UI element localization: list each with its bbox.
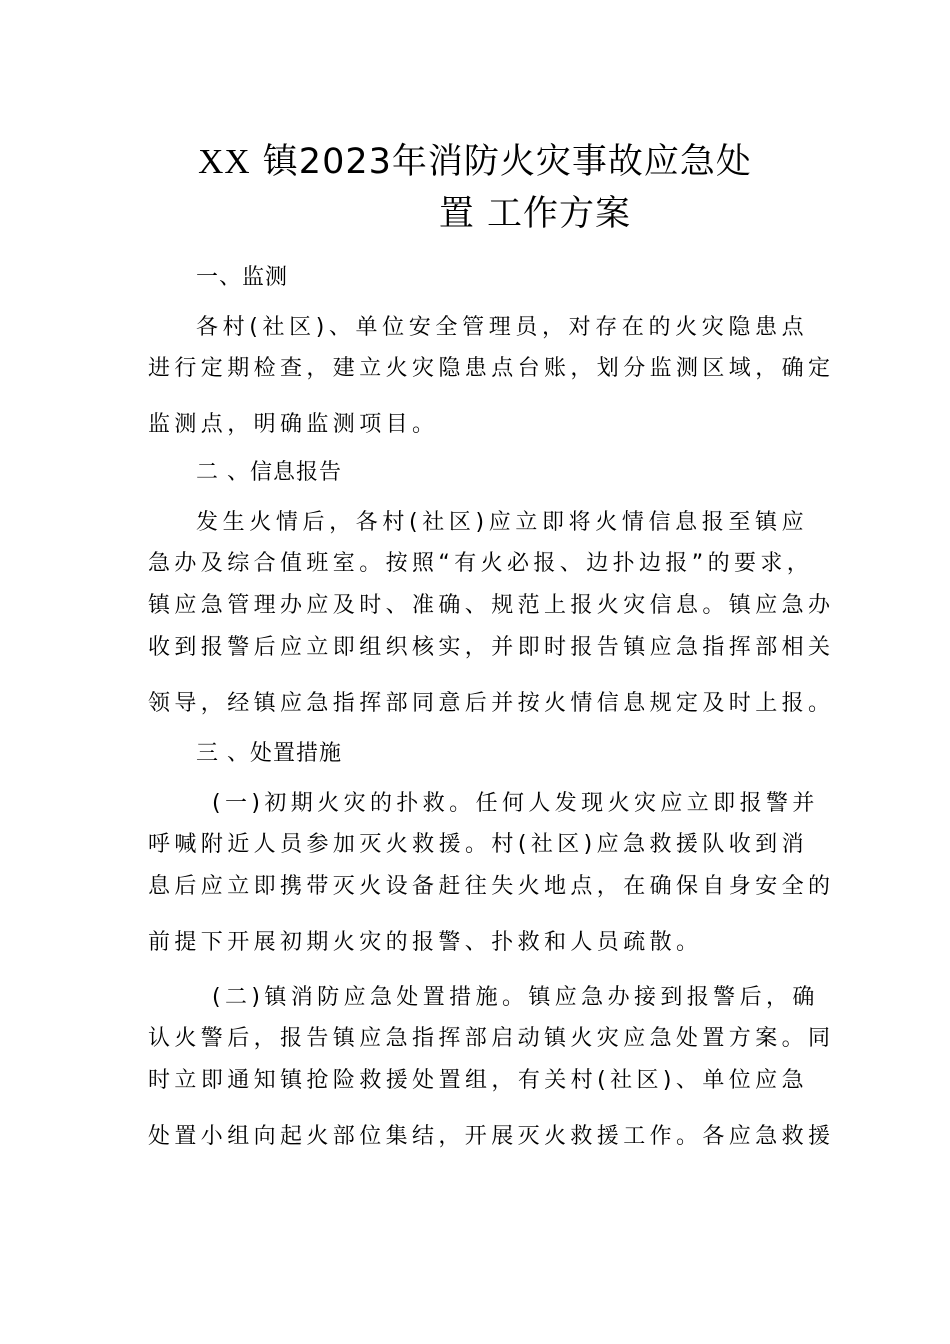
paragraph-line: 镇应急管理办应及时、准确、规范上报火灾信息。镇应急办 xyxy=(148,593,835,618)
document-title-line-1 xyxy=(0,142,950,182)
paragraph-line: 处置小组向起火部位集结，开展灭火救援工作。各应急救援 xyxy=(148,1124,835,1149)
paragraph-line: 前提下开展初期火灾的报警、扑救和人员疏散。 xyxy=(148,930,703,955)
paragraph-line: 领导，经镇应急指挥部同意后并按火情信息规定及时上报。 xyxy=(148,691,835,716)
paragraph-line: (一)初期火灾的扑救。任何人发现火灾应立即报警并 xyxy=(212,791,819,816)
section-heading-measures: 三 、处置措施 xyxy=(196,741,342,766)
paragraph-line: 各村(社区)、单位安全管理员，对存在的火灾隐患点 xyxy=(196,315,808,340)
paragraph-line: 急办及综合值班室。按照“有火必报、边扑边报”的要求， xyxy=(148,551,814,576)
document-title-line-2: 置 工作方案 xyxy=(438,194,632,234)
paragraph-line: 发生火情后，各村(社区)应立即将火情信息报至镇应 xyxy=(196,510,808,535)
title-line-1-text: 镇2023年消防火灾事故应急处 xyxy=(250,142,752,182)
section-heading-monitoring: 一、监测 xyxy=(196,265,289,290)
title-prefix: XX xyxy=(198,142,251,181)
paragraph-line: 认火警后，报告镇应急指挥部启动镇火灾应急处置方案。同 xyxy=(148,1026,835,1051)
paragraph-line: 时立即通知镇抢险救援处置组，有关村(社区)、单位应急 xyxy=(148,1068,808,1093)
paragraph-line: 呼喊附近人员参加灭火救援。村(社区)应急救援队收到消 xyxy=(148,832,808,857)
paragraph-line: 息后应立即携带灭火设备赶往失火地点，在确保自身安全的 xyxy=(148,874,835,899)
paragraph-line: 收到报警后应立即组织核实，并即时报告镇应急指挥部相关 xyxy=(148,635,835,660)
paragraph-line: (二)镇消防应急处置措施。镇应急办接到报警后，确 xyxy=(212,985,819,1010)
section-heading-reporting: 二 、信息报告 xyxy=(196,460,342,485)
paragraph-line: 进行定期检查，建立火灾隐患点台账，划分监测区域，确定 xyxy=(148,356,835,381)
paragraph-line: 监测点，明确监测项目。 xyxy=(148,412,439,437)
